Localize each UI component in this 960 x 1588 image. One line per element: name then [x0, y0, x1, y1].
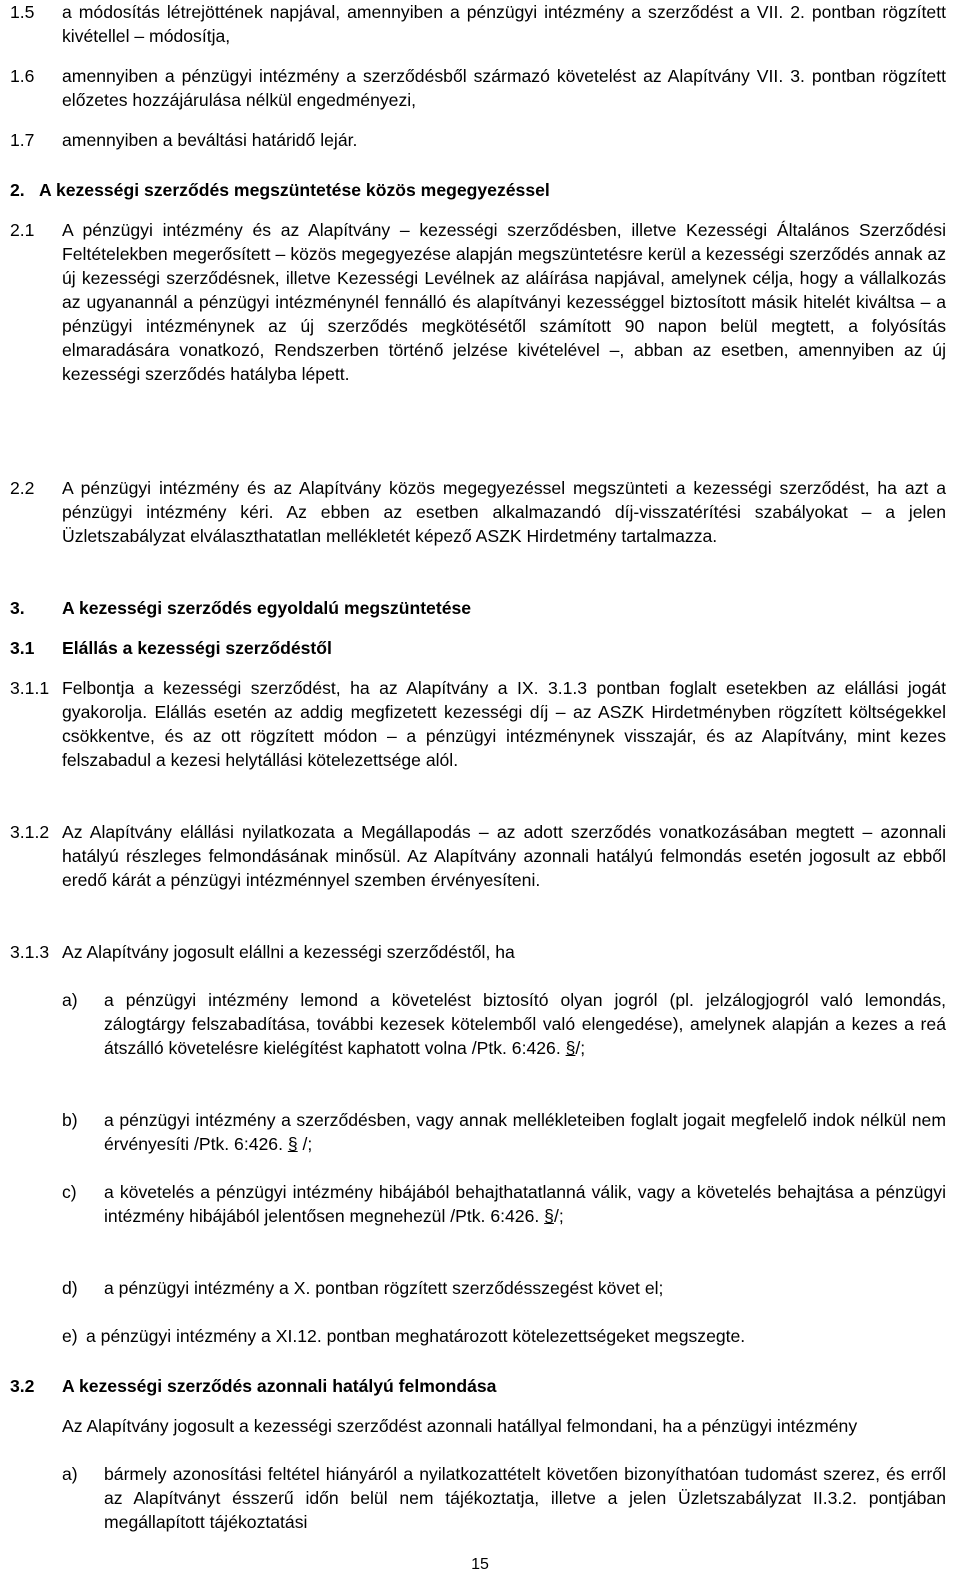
- paragraph-number: 3.1.3: [10, 942, 50, 962]
- list-marker: c): [62, 1182, 77, 1202]
- section-mark: §: [565, 1038, 576, 1058]
- paragraph-text: A pénzügyi intézmény és az Alapítvány – kezességi szerződésben, illetve Kezességi Általános Szerződési Feltételekben megerősített – közös megegyezése alapján megszüntetésre kerül a kezességi szerződés annak az új kezességi szerződésnek, illetve Kezességi Levélnek az aláírása napjával, amelynek célja, hogy a vállalkozás az ugyanannál a pénzügyi intézménynél fennálló és alapítványi kezességgel biztosított másik hitelét kiváltsa – a pénzügyi intézménynek az új szerződés megkötésétől számított 90 napon belül megtett, a folyósítás elmaradására vonatkozó, Rendszerben történő jelzése kivételével –, abban az esetben, amennyiben az új kezességi szerződés hatályba lépett.: [62, 220, 946, 384]
- list-marker: a): [62, 990, 78, 1010]
- item-text-main: a követelés a pénzügyi intézmény hibájából behajthatatlanná válik, vagy a követelés behajtása a pénzügyi intézmény hibájából jelentősen megnehezül /Ptk. 6:426.: [104, 1182, 946, 1226]
- heading-number: 3.: [10, 598, 25, 618]
- list-marker: a): [62, 1464, 78, 1484]
- list-item-text: [104, 1180, 946, 1228]
- section-mark: §: [544, 1206, 554, 1226]
- item-text: amennyiben a pénzügyi intézmény a szerződésből származó követelést az Alapítvány VII. 3. pontban rögzített előzetes hozzájárulása nélkül engedményezi,: [62, 66, 946, 110]
- item-text: a módosítás létrejöttének napjával, amennyiben a pénzügyi intézmény a szerződést a VII. 2. pontban rögzített kivétellel – módosítja,: [62, 2, 946, 46]
- heading-number: 3.1: [10, 638, 35, 658]
- list-item-text: bármely azonosítási feltétel hiányáról a nyilatkozattételt követően bizonyíthatóan tudomást szerez, és erről az Alapítványt ésszerű időn belül nem tájékoztatja, illetve a jelen Üzletszabályzat II.3.2. pontjában megállapított tájékoztatási: [104, 1464, 946, 1532]
- paragraph-text: Az Alapítvány jogosult elállni a kezességi szerződéstől, ha: [62, 942, 515, 962]
- item-text-main: a pénzügyi intézmény lemond a követelést biztosító olyan jogról (pl. jelzálogjogról való lemondás, zálogtárgy felszabadítása, további kezesek kötelemből való elengedése), amelynek alapján a kezes a reá átszálló követelésre kielégítést kaphatott volna /Ptk. 6:426.: [104, 990, 946, 1058]
- heading-text: Elállás a kezességi szerződéstől: [62, 638, 332, 658]
- heading-text: A kezességi szerződés egyoldalú megszüntetése: [62, 598, 472, 618]
- list-item-text: a pénzügyi intézmény a X. pontban rögzített szerződésszegést követ el;: [104, 1278, 664, 1298]
- page-number: 15: [471, 1556, 489, 1573]
- heading-text: A kezességi szerződés azonnali hatályú felmondása: [62, 1376, 497, 1396]
- paragraph-number: 3.1.2: [10, 822, 50, 842]
- paragraph-number: 2.1: [10, 220, 35, 240]
- paragraph-number: 2.2: [10, 478, 35, 498]
- paragraph-text: Az Alapítvány elállási nyilatkozata a Megállapodás – az adott szerződés vonatkozásában megtett – azonnali hatályú részleges felmondásának minősül. Az Alapítvány azonnali hatályú felmondás esetén jogosult az ebből eredő kárát a pénzügyi intézménnyel szemben érvényesíteni.: [62, 822, 946, 890]
- list-item-text: [104, 988, 946, 1060]
- item-text-end: /;: [575, 1038, 586, 1058]
- list-marker: b): [62, 1110, 78, 1130]
- item-text-end: /;: [553, 1206, 564, 1226]
- item-text-end: /;: [302, 1134, 313, 1154]
- item-number: 1.7: [10, 130, 35, 150]
- list-marker: e): [62, 1326, 78, 1346]
- heading-text: A kezességi szerződés megszüntetése közös megegyezéssel: [39, 180, 550, 200]
- item-number: 1.5: [10, 2, 35, 22]
- list-item-text: a pénzügyi intézmény a XI.12. pontban meghatározott kötelezettségeket megszegte.: [86, 1326, 746, 1346]
- list-item-text: [104, 1108, 946, 1156]
- item-number: 1.6: [10, 66, 35, 86]
- section-mark: §: [287, 1134, 298, 1154]
- heading-number: 2.: [10, 180, 25, 200]
- item-text: amennyiben a beváltási határidő lejár.: [62, 130, 358, 150]
- item-text-main: a pénzügyi intézmény a szerződésben, vagy annak mellékleteiben foglalt jogait megfelelő indok nélkül nem érvényesíti /Ptk. 6:426.: [104, 1110, 946, 1154]
- heading-number: 3.2: [10, 1376, 35, 1396]
- paragraph-text: Felbontja a kezességi szerződést, ha az Alapítvány a IX. 3.1.3 pontban foglalt esetekben az elállási jogát gyakorolja. Elállás esetén az addig megfizetett kezességi díj – az ASZK Hirdetményben rögzített költségekkel csökkentve, és az ott rögzített módon – a pénzügyi intézménynek visszajár, és az Alapítvány, mint kezes felszabadul a kezesi helytállási kötelezettsége alól.: [62, 678, 946, 770]
- paragraph-text: A pénzügyi intézmény és az Alapítvány közös megegyezéssel megszünteti a kezességi szerződést, ha azt a pénzügyi intézmény kéri. Az ebben az esetben alkalmazandó díj-visszatérítési szabályokat – a jelen Üzletszabályzat elválaszthatatlan mellékletét képező ASZK Hirdetmény tartalmazza.: [62, 478, 946, 546]
- paragraph-number: 3.1.1: [10, 678, 50, 698]
- paragraph-text: Az Alapítvány jogosult a kezességi szerződést azonnali hatállyal felmondani, ha a pénzügyi intézmény: [62, 1416, 858, 1436]
- list-marker: d): [62, 1278, 78, 1298]
